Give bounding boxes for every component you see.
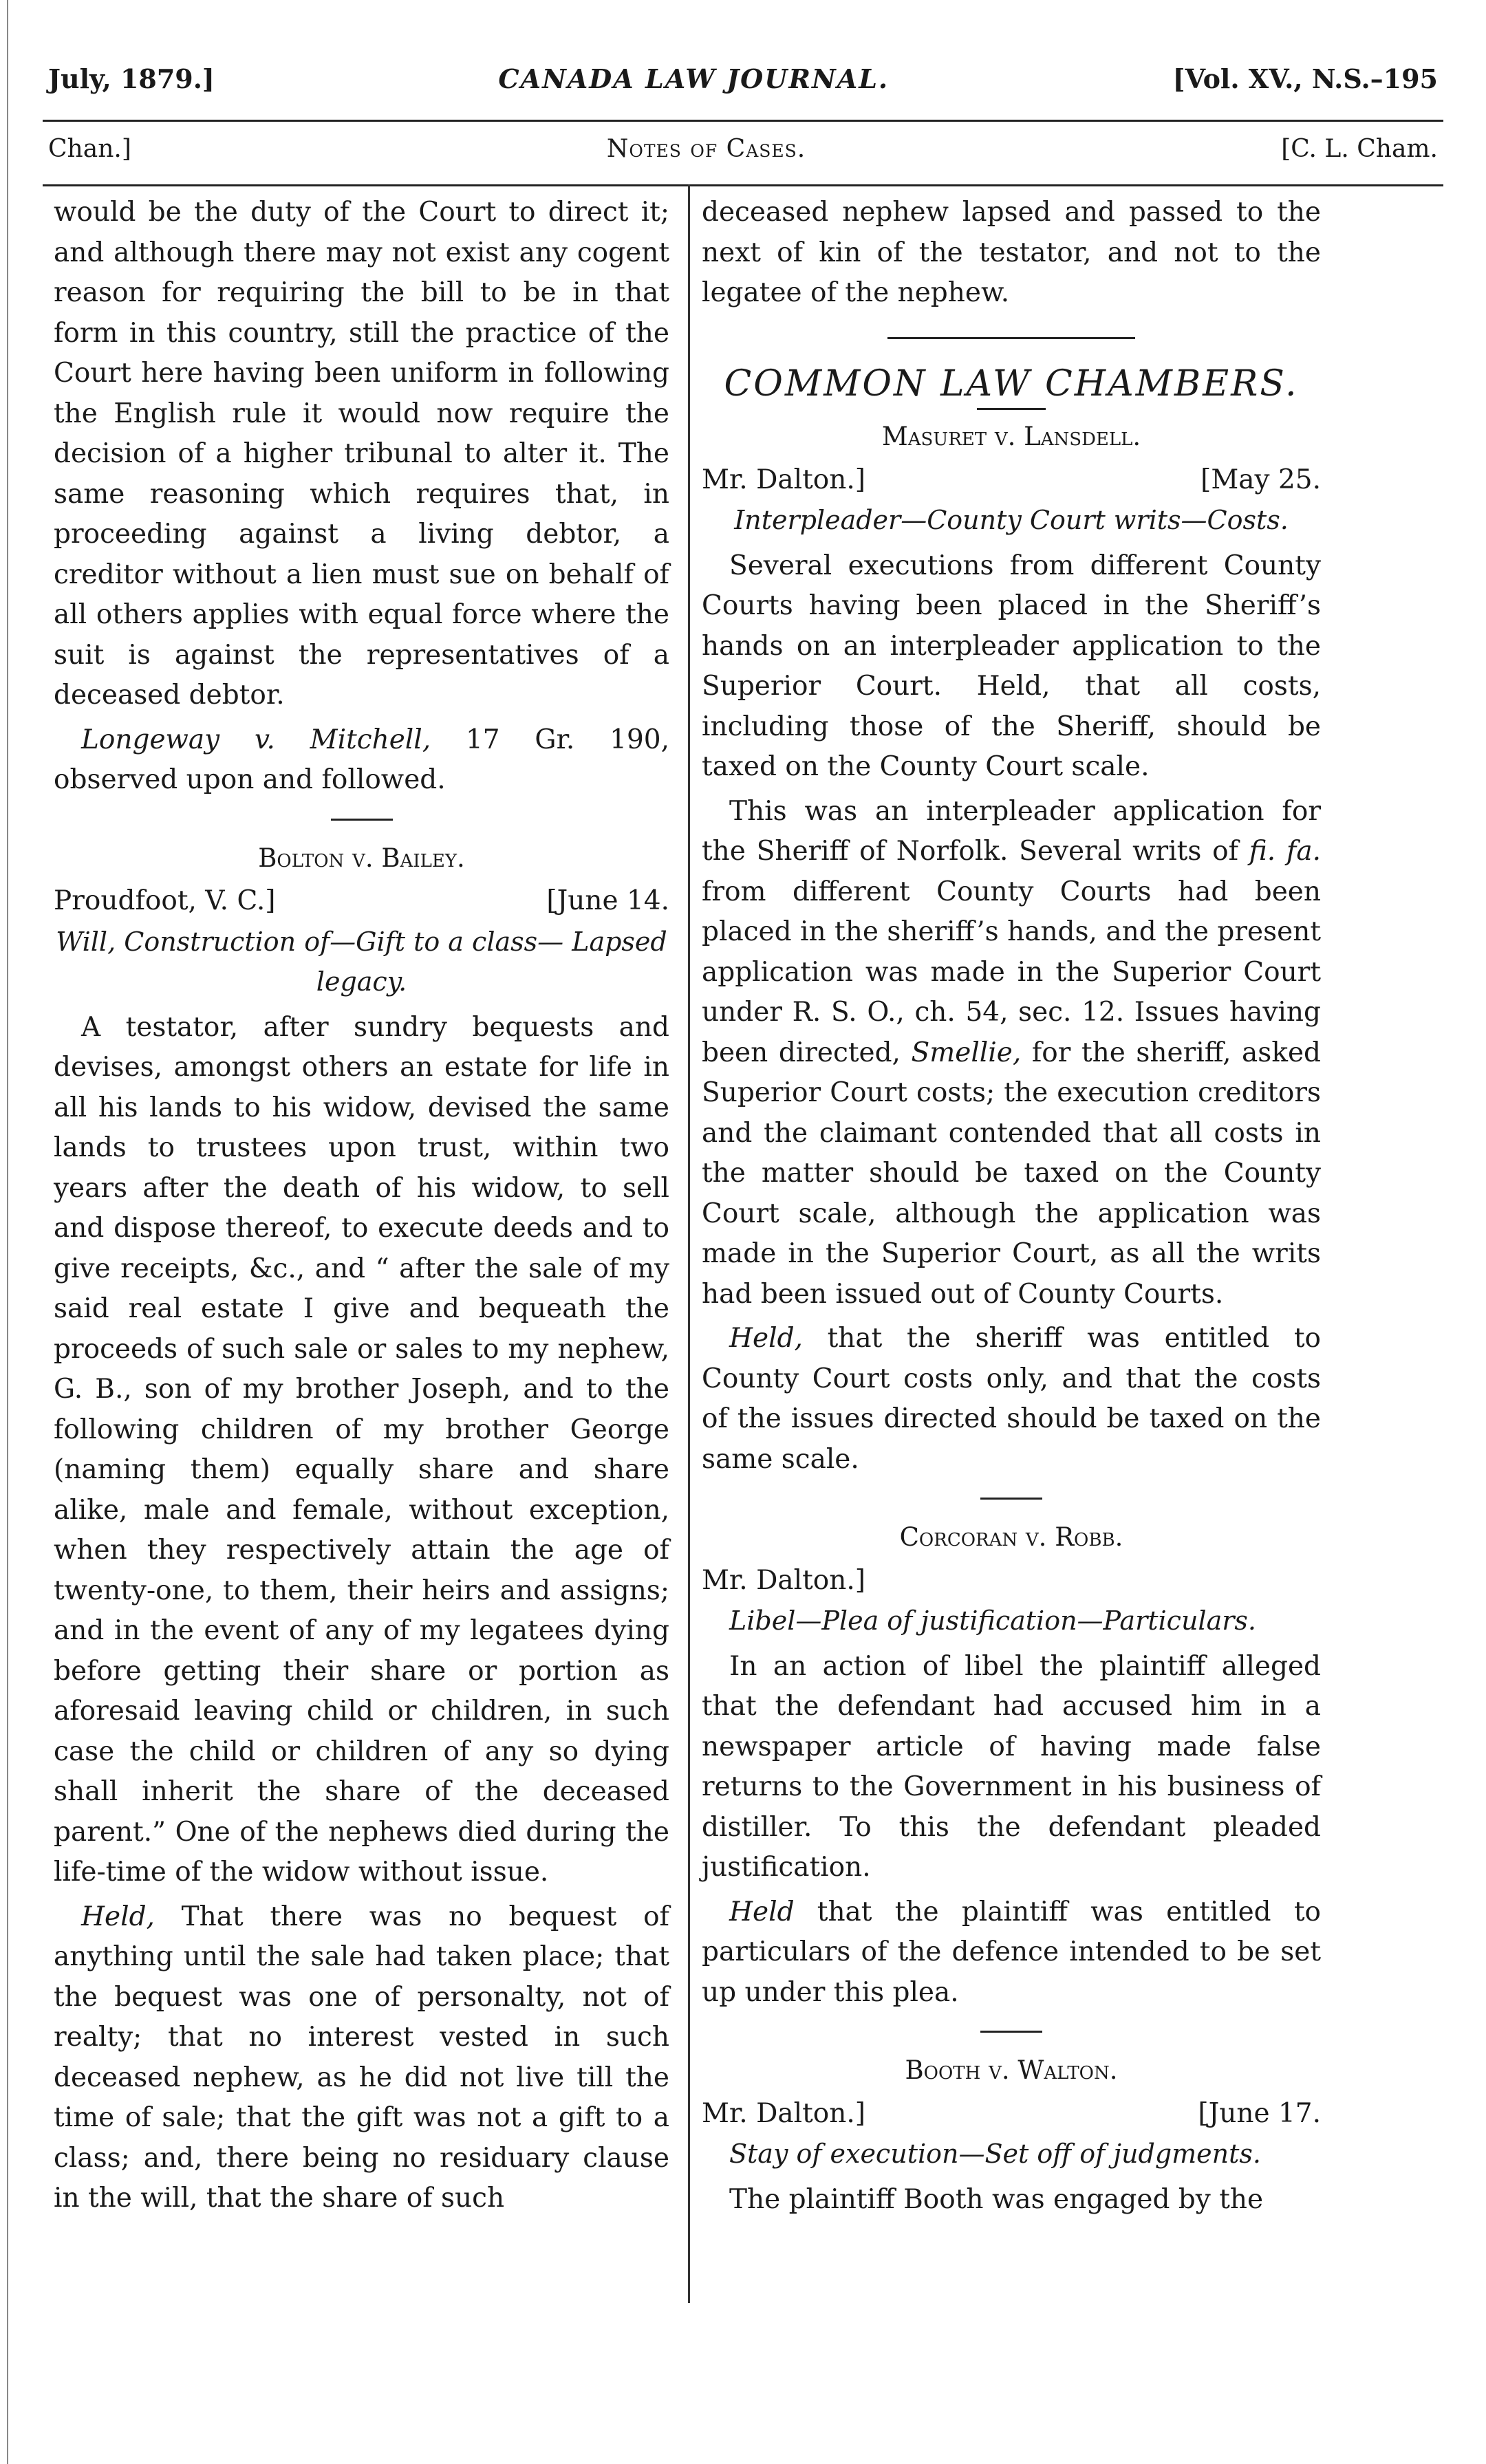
header-rule-top [43,120,1443,122]
counsel-name: Smellie, [911,1037,1022,1068]
page-edge-line [7,0,8,2464]
section-title: COMMON LAW CHAMBERS. [724,363,1299,404]
case-title-bolton: Bolton v. Bailey. [258,843,465,873]
judge-name: Proudfoot, V. C.] [54,885,276,916]
section-head-title: Notes of Cases. [606,135,806,163]
held-text: That there was no bequest of anything until the sale had taken place; that the bequest was one of personalty, not of realty; that no interest vested in such deceased nephew, as he did not live till the time of sale; that the gift was not a gift to a class; and, there being no residuary clause in the will, that the share of such [54,1901,669,2214]
case-judge-line [702,2094,1321,2135]
case-separator [980,1498,1042,1500]
citation-paragraph [54,720,669,801]
case-separator [980,2031,1042,2033]
section-separator [887,337,1135,339]
right-column [702,193,1321,2224]
case-text: for the sheriff, asked Superior Court costs; the execution creditors and the claimant contended that all costs in the matter should be taxed on the County Court scale, although the application was made in the Superior Court, as all the writs had been issued out of County Courts. [702,1037,1321,1310]
held-word: Held, [81,1901,155,1932]
case-title-masuret: Masuret v. Lansdell. [881,422,1141,451]
held-paragraph [54,1897,669,2219]
case-text: from different County Courts had been placed in the sheriff’s hands, and the present application was made in the Superior Court under R. S. O., ch. 54, sec. 12. Issues having been directed, [702,876,1321,1068]
case-title-corcoran: Corcoran v. Robb. [899,1522,1123,1552]
fi-fa: fi. fa. [1249,836,1321,867]
running-head [48,63,1438,111]
case-paragraph: The plaintiff Booth was engaged by the [729,2183,1264,2215]
held-text: that the plaintiff was entitled to particulars of the defence intended to be set up under this plea. [702,1896,1321,2008]
case-title-booth: Booth v. Walton. [905,2055,1118,2085]
case-paragraph: In an action of libel the plaintiff alleged that the defendant had accused him in a newspaper article of having made false returns to the Government in his business of distiller. To this the defendant pleaded justification. [702,1650,1321,1883]
case-text: This was an interpleader application for the Sheriff of Norfolk. Several writs of [702,795,1321,867]
column-divider [688,184,690,2303]
case-headnote: Several executions from different County Courts having been placed in the Sheriff’s hands on an interpleader application to the Superior Court. Held, that all costs, including those of the Sheriff, should be taxed on the County Court scale. [702,550,1321,782]
section-head [48,135,1438,176]
held-word: Held [729,1896,795,1927]
header-rule-bottom [43,184,1443,186]
judge-name: Mr. Dalton.] [702,1564,865,1596]
judge-name: Mr. Dalton.] [702,464,865,495]
decision-date: [June 14. [546,885,669,916]
volume-page-number: [Vol. XV., N.S.–195 [1172,63,1438,94]
title-underline [977,408,1046,410]
case-subject: Libel—Plea of justification—Particulars. [729,1606,1256,1636]
case-judge-line [702,460,1321,501]
held-text: that the sheriff was entitled to County Court costs only, and that the costs of the issues directed should be taxed on the same scale. [702,1323,1321,1475]
section-head-left: Chan.] [48,135,131,163]
decision-date: [June 17. [1198,2097,1321,2129]
case-judge-line [702,1561,1321,1601]
held-paragraph [702,1892,1321,2013]
continuation-paragraph: would be the duty of the Court to direct it; and although there may not exist any cogent reason for requiring the bill to be in that form in this country, still the practice of the Court here having been uniform in following the English rule it would now require the decision of a higher tribunal to alter it. The same reasoning which requires that, in proceeding against a living debtor, a creditor without a lien must sue on behalf of all others applies with equal force where the suit is against the representatives of a deceased debtor. [54,197,669,711]
case-subject: Will, Construction of—Gift to a class— Lapsed legacy. [56,926,667,997]
case-judge-line [54,881,669,922]
case-paragraph [702,792,1321,1315]
held-word: Held, [729,1323,803,1354]
decision-date: [May 25. [1200,464,1321,495]
left-column [54,193,669,2223]
citation-text: 17 Gr. 190, observed upon and followed. [54,724,669,795]
case-subject: Interpleader—County Court writs—Costs. [734,505,1289,535]
case-separator [331,819,393,821]
journal-title: CANADA LAW JOURNAL. [498,63,890,94]
section-head-right: [C. L. Cham. [1281,135,1438,163]
citation-case-name: Longeway v. Mitchell, [81,724,431,755]
continuation-paragraph: deceased nephew lapsed and passed to the next of kin of the testator, and not to the legatee of the nephew. [702,197,1321,308]
held-paragraph [702,1319,1321,1480]
case-paragraph: A testator, after sundry bequests and devises, amongst others an estate for life in all his lands to his widow, devised the same lands to trustees upon trust, within two years after the death of his widow, to sell and dispose thereof, to execute deeds and to give receipts, &c., and “ after the sale of my said real estate I give and bequeath the proceeds of such sale or sales to my nephew, G. B., son of my brother Joseph, and to the following children of my brother George (naming them) equally share and share alike, male and female, without exception, when they respectively attain the age of twenty-one, to them, their heirs and assigns; and in the event of any of my legatees dying before getting their share or portion as aforesaid leaving child or children, in such case the child or children of any so dying shall inherit the share of the deceased parent.” One of the nephews died during the life-time of the widow without issue. [54,1011,669,1888]
case-subject: Stay of execution—Set off of judgments. [729,2139,1261,2169]
judge-name: Mr. Dalton.] [702,2097,865,2129]
running-head-date: July, 1879.] [48,63,215,94]
